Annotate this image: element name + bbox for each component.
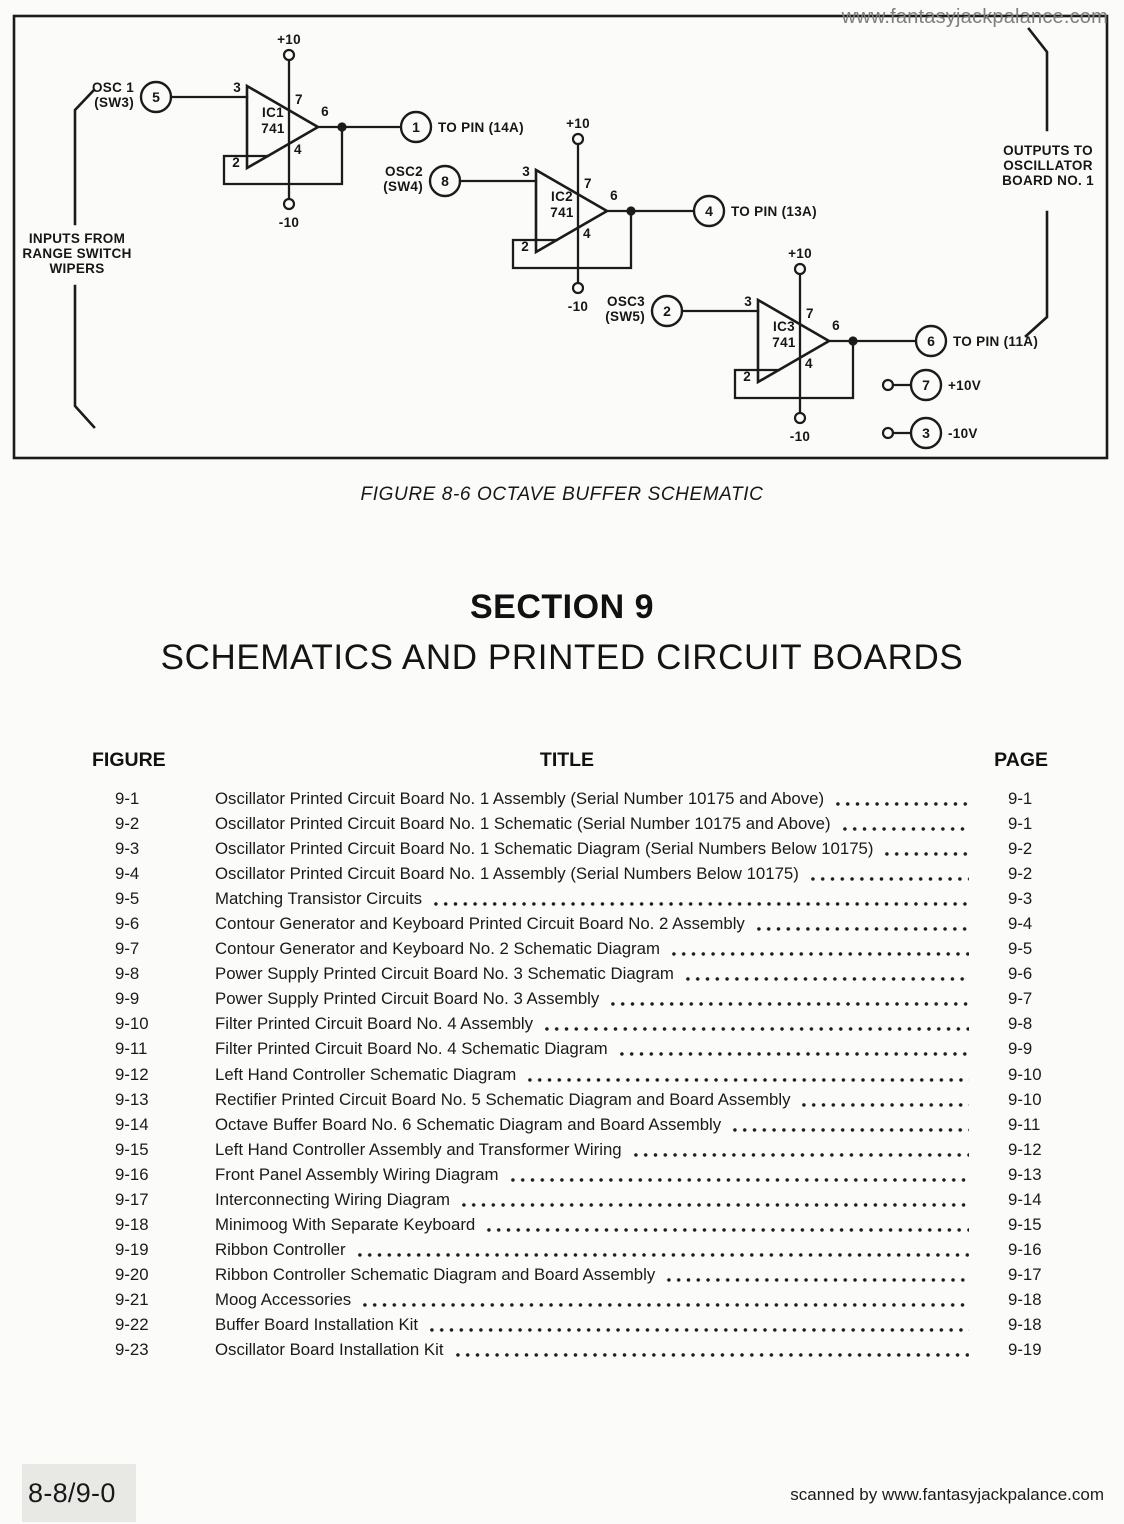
- toc-entry-title: Left Hand Controller Assembly and Transformer Wiring: [215, 1139, 622, 1159]
- toc-entry-title: Rectifier Printed Circuit Board No. 5 Schematic Diagram and Board Assembly: [215, 1089, 791, 1109]
- dot-leader: [808, 861, 969, 886]
- toc-figure-number: 9-10: [115, 1014, 149, 1034]
- toc-header-figure: FIGURE: [92, 749, 166, 771]
- toc-page-number: 9-19: [1008, 1340, 1042, 1360]
- toc-row: [92, 1137, 1048, 1162]
- toc-figure-number: 9-3: [115, 839, 140, 859]
- vplus-label: +10: [566, 116, 590, 131]
- toc-figure-number: 9-21: [115, 1289, 149, 1309]
- dot-leader: [833, 786, 969, 811]
- toc-entry-title: Power Supply Printed Circuit Board No. 3 Schematic Diagram: [215, 964, 674, 984]
- pin-label: 4: [583, 226, 591, 241]
- dot-leader: [664, 1262, 969, 1287]
- dot-leader: [427, 1312, 969, 1337]
- toc-page-number: 9-3: [1008, 889, 1033, 909]
- dot-leader: [882, 836, 969, 861]
- toc-row: [92, 886, 1048, 911]
- toc-entry-title: Interconnecting Wiring Diagram: [215, 1189, 451, 1209]
- toc-figure-number: 9-18: [115, 1214, 149, 1234]
- vminus-label: -10: [567, 299, 589, 314]
- bracket-line: [1026, 212, 1047, 336]
- toc-row: [92, 986, 1048, 1011]
- toc-figure-number: 9-19: [115, 1239, 149, 1259]
- toc-row: [92, 1237, 1048, 1262]
- pin-label: 2: [521, 239, 529, 254]
- dot-leader: [840, 811, 969, 836]
- toc-entry-title: Oscillator Printed Circuit Board No. 1 Schematic (Serial Number 10175 and Above): [215, 814, 831, 834]
- outputs-bracket-label: BOARD NO. 1: [1002, 173, 1094, 188]
- toc-figure-number: 9-13: [115, 1089, 149, 1109]
- toc-figure-number: 9-1: [115, 789, 140, 808]
- toc-page-number: 9-16: [1008, 1239, 1042, 1259]
- ic-part-number: 741: [550, 205, 574, 220]
- toc-entry-title: Filter Printed Circuit Board No. 4 Assembly: [215, 1014, 534, 1034]
- toc-entry-title: Power Supply Printed Circuit Board No. 3 Assembly: [215, 989, 600, 1009]
- toc-page-number: 9-2: [1008, 839, 1033, 859]
- dot-leader: [525, 1062, 969, 1087]
- vplus-terminal: [573, 134, 583, 144]
- output-terminal-number: 4: [705, 203, 713, 219]
- terminal-label: -10V: [948, 426, 978, 441]
- toc-figure-number: 9-14: [115, 1114, 149, 1134]
- toc-entry-title: Minimoog With Separate Keyboard: [215, 1214, 476, 1234]
- toc-page-number: 9-8: [1008, 1014, 1033, 1034]
- toc-page-number: 9-2: [1008, 864, 1033, 884]
- toc-header-page: PAGE: [994, 749, 1048, 771]
- watermark-text: www.fantasyjackpalance.com: [841, 6, 1108, 28]
- toc-entry-title: Matching Transistor Circuits: [215, 889, 423, 909]
- toc-page-number: 9-1: [1008, 814, 1033, 834]
- toc-row: [92, 811, 1048, 836]
- dot-leader: [484, 1212, 969, 1237]
- toc-row: [92, 1337, 1048, 1362]
- section-title: SECTION 9: [470, 588, 654, 626]
- outputs-bracket: [1002, 29, 1094, 336]
- toc-figure-number: 9-20: [115, 1264, 149, 1284]
- toc-row: [92, 1112, 1048, 1137]
- toc-row: [92, 1162, 1048, 1187]
- ic-designator: IC1: [262, 105, 284, 120]
- toc-row: [92, 1036, 1048, 1061]
- pin-label: 3: [744, 294, 752, 309]
- toc-row: [92, 1287, 1048, 1312]
- dot-leader: [683, 961, 969, 986]
- toc-page-number: 9-13: [1008, 1164, 1042, 1184]
- source-switch-label: (SW3): [94, 95, 134, 110]
- toc-row: [92, 911, 1048, 936]
- toc-page-number: 9-7: [1008, 989, 1033, 1009]
- dot-leader: [355, 1237, 969, 1262]
- toc-page-number: 9-18: [1008, 1314, 1042, 1334]
- pin-label: 3: [522, 164, 530, 179]
- toc-row: [92, 1087, 1048, 1112]
- terminal-number: 7: [922, 377, 930, 393]
- toc-figure-number: 9-23: [115, 1340, 149, 1360]
- junction-dot: [626, 206, 635, 215]
- vminus-terminal: [284, 199, 294, 209]
- solder-terminal: [883, 428, 893, 438]
- terminal-label: +10V: [948, 378, 982, 393]
- toc-entry-title: Octave Buffer Board No. 6 Schematic Diagram and Board Assembly: [215, 1114, 722, 1134]
- output-terminal-number: 6: [927, 333, 935, 349]
- toc-figure-number: 9-6: [115, 914, 140, 934]
- toc-page-number: 9-18: [1008, 1289, 1042, 1309]
- vminus-label: -10: [278, 215, 300, 230]
- dot-leader: [754, 911, 969, 936]
- ic-part-number: 741: [772, 335, 796, 350]
- toc-rows: [92, 786, 1048, 1362]
- toc-page-number: 9-9: [1008, 1039, 1033, 1059]
- section-subtitle: SCHEMATICS AND PRINTED CIRCUIT BOARDS: [160, 638, 964, 677]
- pin-label: 2: [743, 369, 751, 384]
- toc-figure-number: 9-5: [115, 889, 140, 909]
- schematic-svg: [0, 0, 1124, 470]
- output-destination-label: TO PIN (13A): [731, 204, 817, 219]
- toc-entry-title: Oscillator Printed Circuit Board No. 1 Assembly (Serial Number 10175 and Above): [215, 789, 825, 808]
- toc-figure-number: 9-9: [115, 989, 140, 1009]
- toc-row: [92, 1212, 1048, 1237]
- bracket-line: [1029, 29, 1047, 130]
- vminus-label: -10: [789, 429, 811, 444]
- source-switch-label: (SW5): [605, 309, 645, 324]
- input-terminal-number: 8: [441, 173, 449, 189]
- toc-figure-number: 9-12: [115, 1064, 149, 1084]
- ic-designator: IC3: [773, 319, 795, 334]
- toc-figure-number: 9-4: [115, 864, 140, 884]
- toc-figure-number: 9-17: [115, 1189, 149, 1209]
- vplus-label: +10: [788, 246, 812, 261]
- toc-entry-title: Buffer Board Installation Kit: [215, 1314, 419, 1334]
- dot-leader: [431, 886, 969, 911]
- toc-header-title: TITLE: [539, 749, 595, 771]
- inputs-bracket-label: INPUTS FROM: [28, 231, 126, 246]
- pin-label: 7: [584, 176, 592, 191]
- source-label: OSC 1: [91, 80, 134, 95]
- ic-part-number: 741: [261, 121, 285, 136]
- toc-page-number: 9-14: [1008, 1189, 1042, 1209]
- bracket-line: [75, 286, 94, 427]
- ic-designator: IC2: [551, 189, 573, 204]
- toc-row: [92, 1011, 1048, 1036]
- dot-leader: [459, 1187, 969, 1212]
- inputs-bracket-label: WIPERS: [49, 261, 105, 276]
- dot-leader: [360, 1287, 969, 1312]
- toc-figure-number: 9-11: [115, 1039, 148, 1059]
- dot-leader: [631, 1137, 969, 1162]
- pin-label: 6: [832, 318, 840, 333]
- bracket-line: [75, 90, 94, 224]
- toc-page-number: 9-6: [1008, 964, 1033, 984]
- opamp-ic1: [92, 32, 524, 230]
- dot-leader: [508, 1162, 969, 1187]
- dot-leader: [730, 1112, 969, 1137]
- toc-row: [92, 786, 1048, 811]
- toc-page-number: 9-1: [1008, 789, 1033, 808]
- pin-label: 3: [233, 80, 241, 95]
- toc-page-number: 9-10: [1008, 1064, 1042, 1084]
- pin-label: 7: [295, 92, 303, 107]
- solder-terminal: [883, 380, 893, 390]
- vminus-terminal: [795, 413, 805, 423]
- toc-page-number: 9-5: [1008, 939, 1033, 959]
- pin-label: 6: [610, 188, 618, 203]
- toc-figure-number: 9-15: [115, 1139, 149, 1159]
- toc-page-number: 9-15: [1008, 1214, 1042, 1234]
- dot-leader: [453, 1337, 969, 1362]
- figure-caption: FIGURE 8-6 OCTAVE BUFFER SCHEMATIC: [360, 484, 764, 505]
- power-terminal-plus10v: [883, 370, 981, 400]
- toc-page-number: 9-10: [1008, 1089, 1042, 1109]
- toc-page-number: 9-4: [1008, 914, 1033, 934]
- toc-page-number: 9-12: [1008, 1139, 1042, 1159]
- output-destination-label: TO PIN (11A): [953, 334, 1039, 349]
- junction-dot: [337, 122, 346, 131]
- vplus-terminal: [795, 264, 805, 274]
- toc-entry-title: Ribbon Controller: [215, 1239, 346, 1259]
- toc-entry-title: Left Hand Controller Schematic Diagram: [215, 1064, 517, 1084]
- opamp-ic3: [605, 246, 1038, 444]
- table-of-contents: [92, 748, 1048, 1362]
- toc-entry-title: Ribbon Controller Schematic Diagram and Board Assembly: [215, 1264, 656, 1284]
- dot-leader: [608, 986, 969, 1011]
- toc-entry-title: Oscillator Printed Circuit Board No. 1 Schematic Diagram (Serial Numbers Below 10175): [215, 839, 874, 859]
- dot-leader: [542, 1011, 969, 1036]
- toc-row: [92, 936, 1048, 961]
- octave-buffer-schematic: [0, 0, 1124, 470]
- vminus-terminal: [573, 283, 583, 293]
- toc-entry-title: Moog Accessories: [215, 1289, 352, 1309]
- dot-leader: [799, 1087, 969, 1112]
- junction-dot: [848, 336, 857, 345]
- vplus-label: +10: [277, 32, 301, 47]
- terminal-number: 3: [922, 425, 930, 441]
- pin-label: 4: [805, 356, 813, 371]
- toc-figure-number: 9-22: [115, 1314, 149, 1334]
- toc-row: [92, 961, 1048, 986]
- pin-label: 7: [806, 306, 814, 321]
- page-number: 8-8/9-0: [28, 1478, 116, 1508]
- dot-leader: [617, 1036, 969, 1061]
- toc-row: [92, 1312, 1048, 1337]
- outputs-bracket-label: OSCILLATOR: [1003, 158, 1093, 173]
- toc-row: [92, 861, 1048, 886]
- source-switch-label: (SW4): [383, 179, 423, 194]
- scanned-by-credit: scanned by www.fantasyjackpalance.com: [790, 1485, 1104, 1504]
- pin-label: 2: [232, 155, 240, 170]
- toc-entry-title: Filter Printed Circuit Board No. 4 Schematic Diagram: [215, 1039, 608, 1059]
- toc-page-number: 9-11: [1008, 1114, 1041, 1134]
- opamp-ic2: [383, 116, 817, 314]
- toc-row: [92, 836, 1048, 861]
- toc-entry-title: Oscillator Printed Circuit Board No. 1 Assembly (Serial Numbers Below 10175): [215, 864, 799, 884]
- vplus-terminal: [284, 50, 294, 60]
- toc-figure-number: 9-8: [115, 964, 140, 984]
- toc-page-number: 9-17: [1008, 1264, 1042, 1284]
- dot-leader: [669, 936, 969, 961]
- toc-header: [92, 748, 1048, 772]
- toc-row: [92, 1062, 1048, 1087]
- toc-figure-number: 9-7: [115, 939, 140, 959]
- source-label: OSC3: [607, 294, 645, 309]
- output-terminal-number: 1: [412, 119, 420, 135]
- pin-label: 4: [294, 142, 302, 157]
- inputs-bracket: [22, 90, 131, 427]
- source-label: OSC2: [385, 164, 423, 179]
- input-terminal-number: 5: [152, 89, 160, 105]
- toc-entry-title: Oscillator Board Installation Kit: [215, 1340, 444, 1360]
- toc-entry-title: Front Panel Assembly Wiring Diagram: [215, 1164, 499, 1184]
- toc-entry-title: Contour Generator and Keyboard Printed Circuit Board No. 2 Assembly: [215, 914, 745, 934]
- toc-row: [92, 1187, 1048, 1212]
- pin-label: 6: [321, 104, 329, 119]
- toc-figure-number: 9-16: [115, 1164, 149, 1184]
- output-destination-label: TO PIN (14A): [438, 120, 524, 135]
- section-heading: [0, 589, 1124, 677]
- outputs-bracket-label: OUTPUTS TO: [1003, 143, 1093, 158]
- toc-row: [92, 1262, 1048, 1287]
- toc-figure-number: 9-2: [115, 814, 140, 834]
- inputs-bracket-label: RANGE SWITCH: [22, 246, 132, 261]
- toc-entry-title: Contour Generator and Keyboard No. 2 Schematic Diagram: [215, 939, 660, 959]
- power-terminal-minus10v: [883, 418, 978, 448]
- input-terminal-number: 2: [663, 303, 671, 319]
